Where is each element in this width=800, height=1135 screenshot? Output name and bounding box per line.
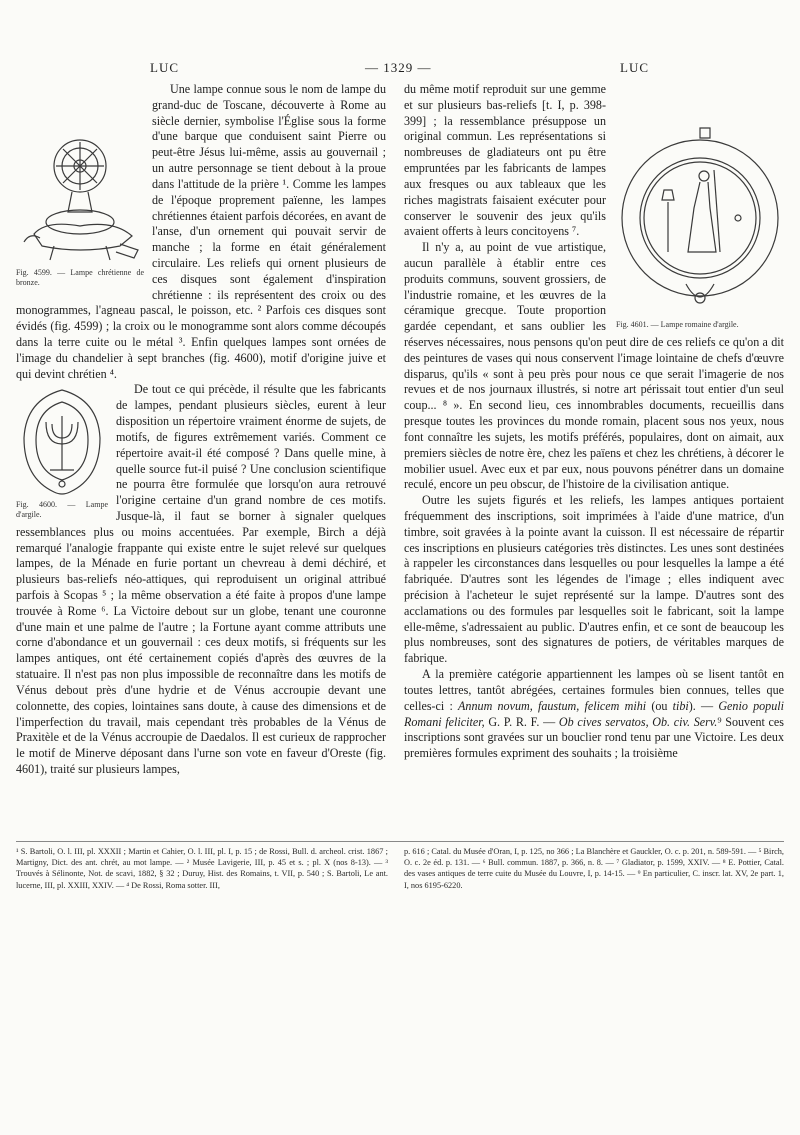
figure-4600 [16, 386, 108, 520]
footnote-rule [16, 841, 784, 842]
page-number: — 1329 — [365, 60, 432, 75]
paragraph-inscriptions: Outre les sujets figurés et les reliefs, les lampes antiques portaient fréquemment des inscriptions, soit imprimées à l'aide d'une matrice, d'un timbre, soit gravées à la pointe avant la cuisson. Il est nécessaire de répartir ces inscriptions en plusieurs catégories très distinctes. Les unes sont destinées à rappeler les circonstances dans lesquelles ou pour lesquelles la lampe a été fabriquée. D'autres sont les légendes de l'image ; elles indiquent avec précision à l'acheteur le sujet représenté sur la lampe. D'autres sont des acclamations ou des formules par lesquelles soit le fabricant, soit la lampe elle-même, s'adressaient au public. D'autres enfin, et ce sont de beaucoup les plus nombreuses, sont des signatures de potiers, de véritables marques de fabrique. [404, 493, 784, 666]
figure-4600-caption: Fig. 4600. — Lampe d'argile. [16, 500, 108, 520]
clay-lamp-illustration [16, 386, 108, 498]
footnotes-left: ¹ S. Bartoli, O. l. III, pl. XXXII ; Martin et Cahier, O. l. III, pl. I, p. 15 ; de Rossi, Bull. d. archeol. crist. 1867 ; Martigny, Dict. des ant. chrét, au mot lampe. — ² Musée Lavigerie, III, p. 45 et s. ; pl. X (nos 8-13). — ³ Trouvés à Sélinonte, Not. de scavi, 1882, § 32 ; Duruy, Hist. des Romains, t. VII, p. 540 ; S. Bartoli, Le ant. lucerne, III, pl. XXIII, XXIV. — ⁴ De Rossi, Roma sotter. III, [16, 847, 388, 890]
paragraph-intro: Une lampe connue sous le nom de lampe du grand-duc de Toscane, découverte à Rome au siècle dernier, symbolise l'Église sous la forme d'une barque que conduisent saint Pierre ou peut-être Jésus lui-même, assis au gouvernail ; un autre personnage se tient debout à la proue dans l'attitude de la prière ¹. Comme les lampes de l'époque proprement païenne, les lampes chrétiennes étaient parfois décorées, en avant de l'anse, d'un ornement qui pouvait servir de manche ; la forme en était généralement circulaire. Les reliefs qui ornent plusieurs de ces disques sont également d'inspiration chrétienne : ils représentent des croix ou des monogrammes, l'agneau pascal, le poisson, etc. ² Parfois ces disques sont évidés (fig. 4599) ; la croix ou le monogramme sont alors comme découpés dans la terre cuite ou le métal ³. Enfin quelques lampes sont ornées de l'image du chandelier à sept branches (fig. 4600), motif d'origine juive et qui devint chrétien ⁴. [16, 82, 386, 381]
roman-lamp-minerva-illustration [616, 124, 784, 318]
left-column [16, 82, 386, 778]
running-header [0, 60, 800, 80]
paragraph-artistic: Il n'y a, au point de vue artistique, aucun parallèle à établir entre ces produits communs, souvent grossiers, de l'industrie romaine, et les œuvres de la céramique grecque. Toute proportion gardée cependant, et sans oublier les réserves nécessaires, nous pensons qu'on peut dire de ces reliefs ce qu'on a dit des peintures de vases qui nous conservent l'image lointaine de chefs d'œuvre disparus, qu'ils « sont à peu près pour nous ce que serait l'imagerie de nos revues et de nos journaux illustrés, si notre art périssait tout entier d'un seul coup... ⁸ ». En second lieu, ces innombrables documents, recueillis dans presque toutes les provinces du monde romain, placent sous nos yeux, nous font connaître les sujets, les motifs préférés, populaires, dont on aimait, aux premiers siècles de notre ère, chez les païens et chez les chrétiens, à décorer le mobilier usuel. Avec eux et par eux, nous pouvons pénétrer dans un domaine reculé, encore un peu obscur, de l'histoire de la civilisation antique. [404, 240, 784, 492]
figure-4599 [16, 134, 144, 288]
right-column [404, 82, 784, 762]
figure-4599-caption: Fig. 4599. — Lampe chrétienne de bronze. [16, 268, 144, 287]
paragraph-continued: du même motif reproduit sur une gemme et sur plusieurs bas-reliefs [t. I, p. 398-399] ; la ressemblance présuppose un original commun. Les représentations si nombreuses de gladiateurs ont pu être empruntées par les fabricants de lampes aux fresques ou aux tableaux que les riches magistrats faisaient exécuter pour conserver le souvenir des jeux qu'ils avaient offerts à leurs concitoyens ⁷. [404, 82, 606, 239]
bronze-lamp-illustration [16, 134, 144, 266]
figure-4601-caption: Fig. 4601. — Lampe romaine d'argile. [616, 320, 739, 329]
footnotes-right: p. 616 ; Catal. du Musée d'Oran, I, p. 125, no 366 ; La Blanchère et Gauckler, O. c. p. 201, n. 589-591. — ⁵ Birch, O. c. 2e éd. p. 131. — ⁶ Bull. commun. 1887, p. 366, n. 8. — ⁷ Gladiator, p. 1599, XXIV. — ⁸ E. Pottier, Catal. des vases antiques de terre cuite du Musée du Louvre, I, p. 14-15. — ⁹ En particulier, C. inscr. lat. XV, 2e part. 1, I, nos 6195-6220. [404, 847, 784, 890]
header-right: LUC [620, 60, 649, 75]
paragraph-formulas: A la première catégorie appartiennent les lampes où se lisent tantôt en toutes lettres, tantôt abrégées, certaines formules bien connues, telles que celles-ci : Annum novum, faustum, felicem mihi (ou tibi). — Genio populi Romani feliciter, G. P. R. F. — Ob cives servatos, Ob. civ. Serv.⁹ Souvent ces inscriptions sont gravées sur un bouclier rond tenu par une Victoire. Les deux premières formules expriment des souhaits ; la troisième [404, 667, 784, 761]
figure-4601 [616, 124, 784, 330]
paragraph-repertoire: De tout ce qui précède, il résulte que les fabricants de lampes, pendant plusieurs siècles, eurent à leur disposition un répertoire vraiment énorme de sujets, de motifs, de figures extrêmement variés. Comment ce répertoire avait-il été composé ? Dans quelle mine, à quelle source fut-il puisé ? Une conclusion scientifique ne pourra être formulée que lorsqu'on aura retrouvé l'origine certaine d'un grand nombre de ces motifs. Jusque-là, il faut se borner à signaler quelques ressemblances plus ou moins accentuées. Par exemple, Birch a déjà remarqué l'analogie frappante qui existe entre le sujet relevé sur quelques lampes, de la Ménade en furie portant un chevreau à demi déchiré, et plusieurs bas-reliefs néo-attiques, qui reproduisent un original attribué parfois à Scopas ⁵ ; la même observation a été faite à propos d'une lampe trouvée à Rome ⁶. La Victoire debout sur un globe, tenant une couronne d'une main et une palme de l'autre ; la Fortune ayant comme attributs une corne d'abondance et un gouvernail : ces deux motifs, si fréquents sur les lampes antiques, ont été certainement copiés d'après des œuvres de la statuaire. Il n'est pas non plus impossible de reconnaître dans les motifs de Vénus debout près d'une hydrie et de Vénus accroupie devant une colonnette, des copies, lointaines sans doute, à cause des dimensions et de l'imperfection du travail, mais cependant très probables de la Vénus de Praxitèle et de la Vénus accroupie de Daedalos. Il est curieux de rapprocher le motif de Minerve déposant dans l'urne son vote en faveur d'Oreste (fig. 4601), traité sur plusieurs lampes, [16, 382, 386, 776]
header-left: LUC [150, 60, 179, 75]
